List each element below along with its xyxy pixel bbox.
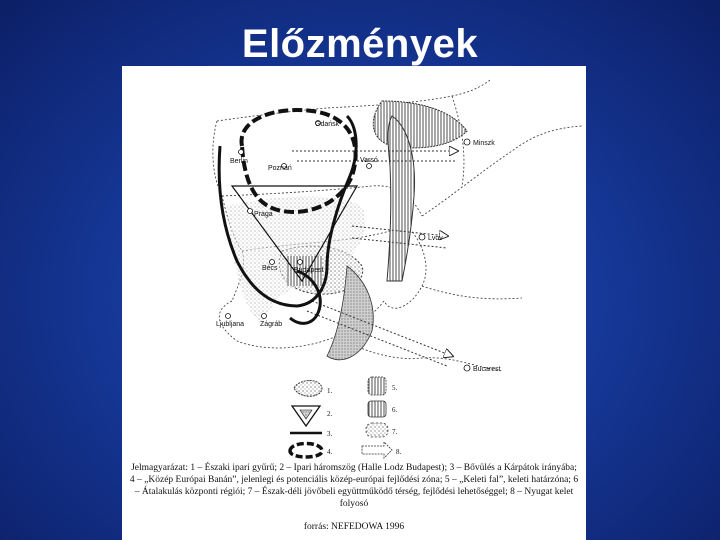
legend-symbol-6 xyxy=(368,401,386,417)
legend-symbol-4 xyxy=(290,444,322,458)
city-varso: Varsó xyxy=(360,157,378,164)
legend-num-8: 8. xyxy=(396,448,402,456)
city-gdansk: Gdańsk xyxy=(315,121,340,128)
legend-num-2: 2. xyxy=(327,410,333,418)
legend-num-5: 5. xyxy=(392,384,398,392)
slide-title: Előzmények xyxy=(241,22,479,66)
map-figure xyxy=(122,66,586,540)
city-poznan: Poznań xyxy=(268,165,292,172)
city-lvov: Lvov xyxy=(428,235,443,242)
legend-num-7: 7. xyxy=(392,428,398,436)
city-becs: Bécs xyxy=(262,265,278,272)
map-caption: Jelmagyarázat: 1 – Északi ipari gyűrű; 2 – Ipari háromszög (Halle Lodz Budapest); 3 – Bővülés a Kárpátok irányába; 4 – „Közép Európai Banán”, jelenlegi és potenciális közép-európai fejlődési zóna; 5 – „Keleti fal”, keleti határzóna; 6 – Átalakulás központi régiói; 7 – Észak-déli jövőbeli együttműködő térség, fejlődési lehetőséggel; 8 – Nyugat kelet folyosó xyxy=(129,463,579,509)
city-praga: Praga xyxy=(254,211,273,218)
map-source: forrás: NEFEDOWA 1996 xyxy=(303,522,405,532)
city-berlin: Berlin xyxy=(230,158,248,165)
northern-industrial-zone xyxy=(373,101,467,148)
city-minszk: Minszk xyxy=(473,140,495,147)
legend-num-4: 4. xyxy=(327,448,333,456)
legend-symbol-7 xyxy=(366,423,388,437)
legend-num-1: 1. xyxy=(327,387,333,395)
legend-num-3: 3. xyxy=(327,430,333,438)
city-bucarest: Bucarest xyxy=(473,366,501,373)
legend-symbol-8 xyxy=(362,442,392,458)
city-ljubljana: Ljubljana xyxy=(216,321,245,328)
legend xyxy=(290,377,402,458)
legend-symbol-5 xyxy=(368,377,386,395)
legend-symbol-1 xyxy=(294,381,322,397)
city-zagrab: Zágráb xyxy=(260,321,283,328)
legend-num-6: 6. xyxy=(392,406,398,414)
city-budapest: Budapest xyxy=(294,267,324,274)
